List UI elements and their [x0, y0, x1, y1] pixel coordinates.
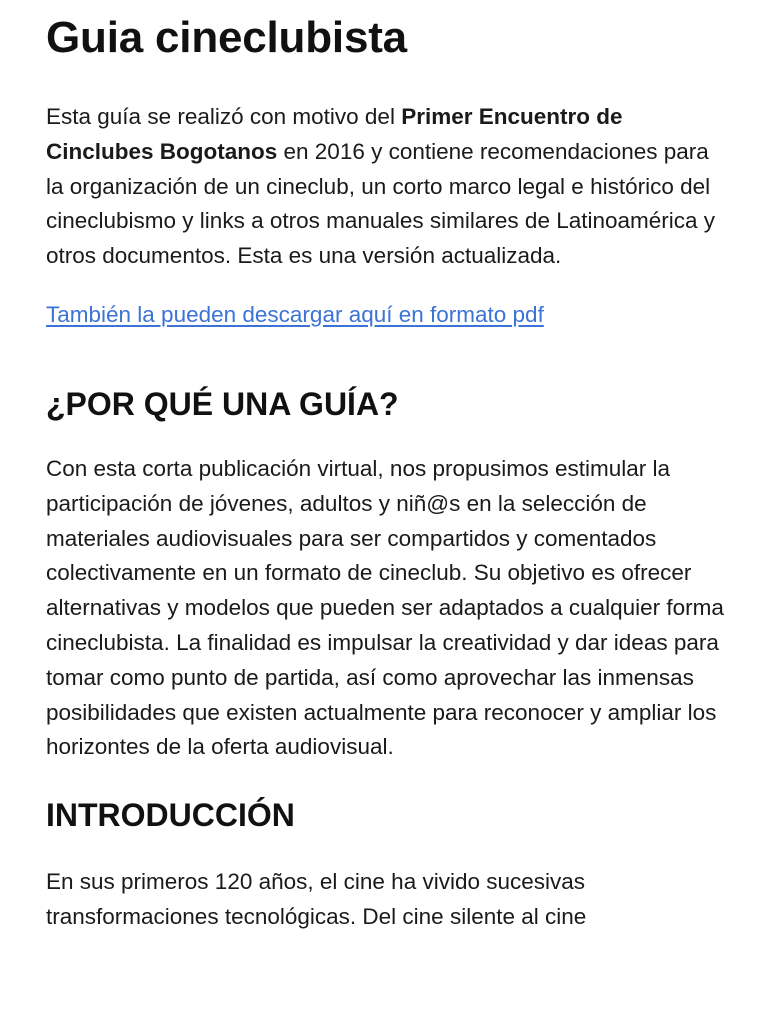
intro-text-after: en 2016 y contiene recomendaciones para la organización de un cineclub, un corto marco legal e histórico del cineclubismo y links a otros manuales similares de Latinoamérica y otros documentos. Esta es una versión actualizada.	[46, 138, 716, 269]
intro-paragraph	[46, 100, 730, 274]
section-heading-por-que: ¿POR QUÉ UNA GUÍA?	[46, 385, 399, 422]
intro-text-before: Esta guía se realizó con motivo del	[46, 104, 402, 129]
section-heading-introduccion: INTRODUCCIÓN	[46, 797, 295, 834]
pdf-download-link[interactable]: También la pueden descargar aquí en formato pdf	[46, 301, 544, 327]
section-paragraph-introduccion: En sus primeros 120 años, el cine ha vivido sucesivas transformaciones tecnológicas. Del cine silente al cine	[46, 869, 587, 929]
section-paragraph-por-que: Con esta corta publicación virtual, nos propusimos estimular la participación de jóvenes, adultos y niñ@s en la selección de materiales audiovisuales para ser compartidos y comentados colectivamente en un formato de cineclub. Su objetivo es ofrecer alternativas y modelos que pueden ser adaptados a cualquier forma cineclubista. La finalidad es impulsar la creatividad y dar ideas para tomar como punto de partida, así como aprovechar las inmensas posibilidades que existen actualmente para reconocer y ampliar los horizontes de la oferta audiovisual.	[46, 455, 724, 760]
page-title: Guia cineclubista	[46, 13, 407, 62]
intro-bold-event-name: Primer Encuentro de Cinclubes Bogotanos	[46, 104, 623, 164]
